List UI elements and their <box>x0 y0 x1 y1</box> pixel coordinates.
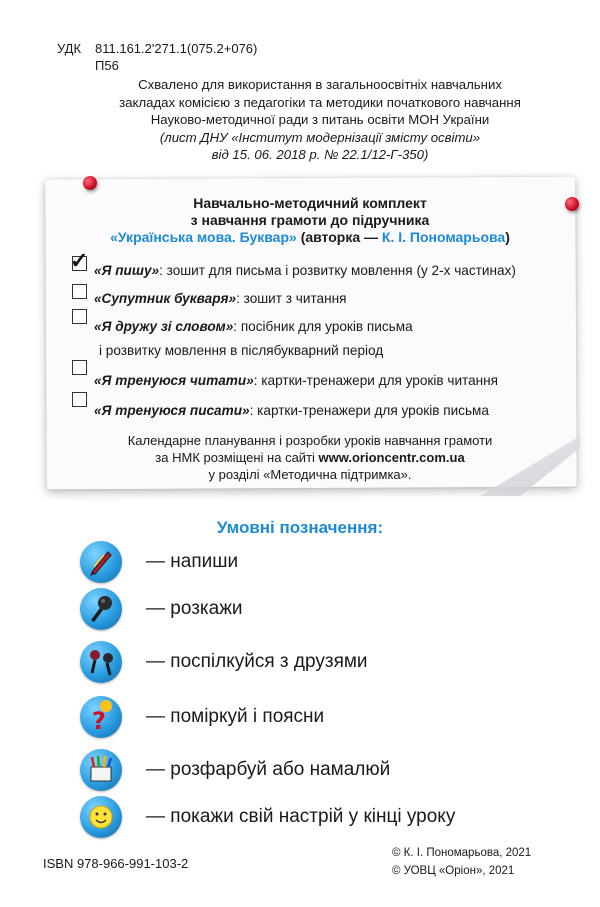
card-book-line <box>60 229 560 246</box>
smiley-icon <box>80 796 122 838</box>
book-title: «Українська мова. Буквар» <box>110 229 297 245</box>
copyright-line: © К. І. Пономарьова, 2021 <box>392 847 532 859</box>
legend-title: Умовні позначення: <box>216 518 384 537</box>
pencils-icon <box>80 749 122 791</box>
checkbox[interactable] <box>72 360 87 375</box>
legend-text: — розкажи <box>146 598 243 619</box>
copyright-line: © УОВЦ «Оріон», 2021 <box>392 865 515 877</box>
card-title-line: з навчання грамоти до підручника <box>190 212 430 228</box>
question-icon <box>80 696 122 738</box>
approval-line: Схвалено для використання в загальноосвітніх навчальних <box>138 77 502 92</box>
legend-item <box>80 695 324 739</box>
item-name: «Я тренуюся писати» <box>94 403 250 418</box>
list-item <box>94 318 413 335</box>
item-name: «Я пишу» <box>94 263 160 278</box>
udk-code: 811.161.2'271.1(075.2+076) <box>95 41 258 56</box>
list-item <box>94 262 516 279</box>
approval-line: Науково-методичної ради з питань освіти МОН України <box>150 112 490 127</box>
list-item <box>94 372 498 389</box>
legend-text: — покажи свій настрій у кінці уроку <box>146 806 456 827</box>
legend-text: — розфарбуй або намалюй <box>146 759 391 780</box>
approval-line: (лист ДНУ «Інститут модернізації змісту освіти» <box>159 129 481 145</box>
microphone-icon <box>80 588 122 630</box>
checkbox[interactable] <box>72 284 87 299</box>
footer-line: Календарне планування і розробки уроків навчання грамоти <box>127 433 493 448</box>
item-desc: : зошит з читання <box>236 291 347 306</box>
item-desc: : картки-тренажери для уроків письма <box>249 403 489 418</box>
legend-item <box>80 748 390 792</box>
legend-item <box>80 540 238 584</box>
website-link[interactable]: www.orioncentr.com.ua <box>318 450 465 465</box>
approval-line: закладах комісією з педагогіки та методики початкового навчання <box>119 94 521 110</box>
item-name: «Я тренуюся читати» <box>94 373 254 388</box>
footer-line <box>60 449 560 466</box>
checkbox[interactable] <box>72 309 87 324</box>
approval-line: від 15. 06. 2018 р. № 22.1/12-Г-350) <box>211 147 429 162</box>
legend-text: — напиши <box>146 551 239 572</box>
isbn: ISBN 978-966-991-103-2 <box>43 856 189 871</box>
svg-text:?: ? <box>92 707 106 735</box>
legend-text: — поміркуй і поясни <box>146 706 325 727</box>
author-prefix: (авторка — <box>300 229 382 245</box>
card-title-line: Навчально-методичний комплект <box>193 195 427 211</box>
list-item <box>94 290 346 307</box>
item-name: «Я дружу зі словом» <box>94 319 234 334</box>
card-footer <box>60 432 560 483</box>
legend-item <box>80 640 368 684</box>
microphones-icon <box>80 641 122 683</box>
list-item <box>94 402 489 419</box>
list-item-continuation: і розвитку мовлення в післябукварний період <box>99 343 384 358</box>
pin-icon <box>565 197 579 211</box>
pin-icon <box>83 176 97 190</box>
legend-item <box>80 587 243 631</box>
approval-text <box>60 76 580 164</box>
card-title <box>60 195 560 246</box>
legend-text: — поспілкуйся з друзями <box>146 651 368 672</box>
item-desc: : картки-тренажери для уроків читання <box>253 373 499 388</box>
item-desc: : посібник для уроків письма <box>233 319 413 334</box>
item-desc: : зошит для письма і розвитку мовлення (у 2-х частинах) <box>159 263 516 278</box>
pen-icon <box>80 541 122 583</box>
bbk-code: П56 <box>95 58 119 73</box>
checkbox[interactable] <box>72 392 87 407</box>
udk-label: УДК <box>57 41 82 56</box>
checkmark-icon: ✓ <box>70 248 89 273</box>
footer-text: за НМК розміщені на сайті <box>155 450 319 465</box>
footer-line: у розділі «Методична підтримка». <box>208 467 412 482</box>
udk-block <box>57 40 257 74</box>
legend-item <box>80 795 455 839</box>
copyright <box>392 844 531 880</box>
author-name: К. І. Пономарьова <box>381 229 506 245</box>
author-suffix: ) <box>505 229 510 245</box>
item-name: «Супутник букваря» <box>94 291 237 306</box>
